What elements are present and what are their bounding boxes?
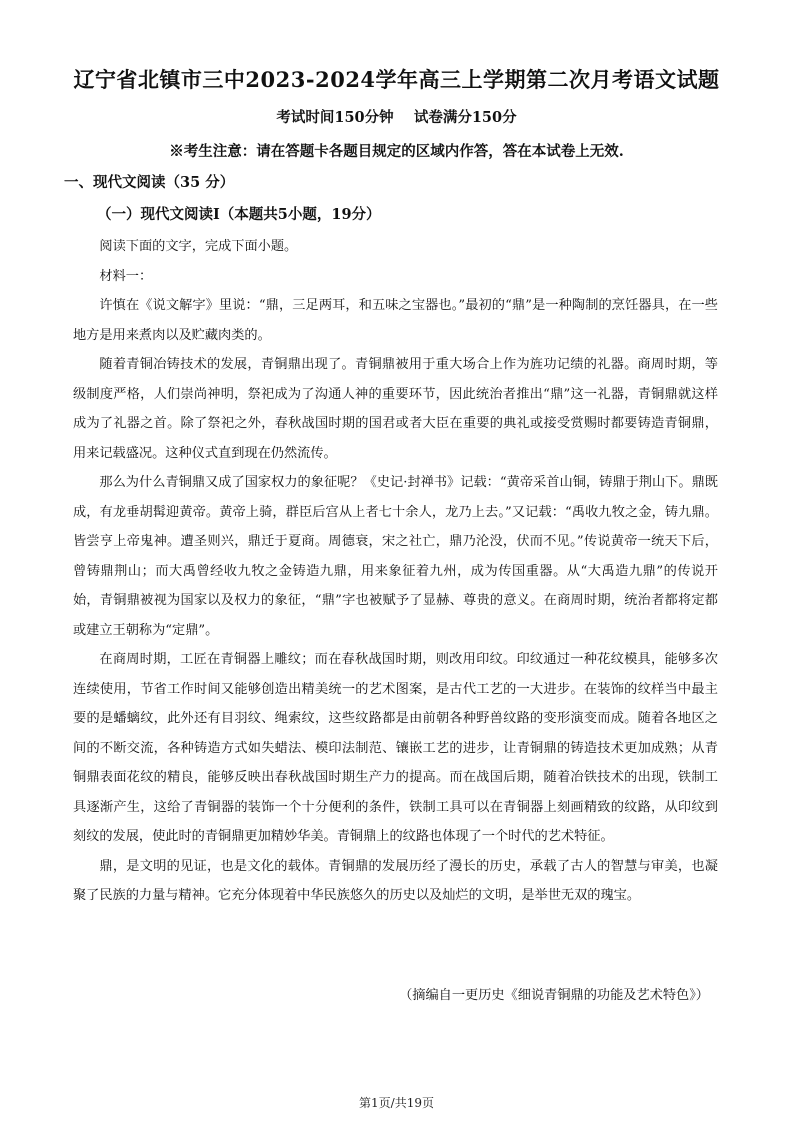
material-label: 材料一： <box>99 268 153 284</box>
paragraph: 鼎，是文明的见证，也是文化的载体。青铜鼎的发展历经了漫长的历史，承载了古人的智慧与审美，也凝聚了民族的力量与精神。它充分体现着中华民族悠久的历史以及灿烂的文明，是举世无双的瑰宝。 <box>73 858 718 903</box>
instruction: 阅读下面的文字，完成下面小题。 <box>99 239 298 254</box>
source-citation: （摘编自一更历史《细说青铜鼎的功能及艺术特色》） <box>399 988 709 1003</box>
exam-time-and-score: 考试时间150分钟 试卷满分150分 <box>276 109 517 126</box>
section-heading: 一、现代文阅读（35 分） <box>64 174 235 191</box>
paragraph: 许慎在《说文解字》里说：“鼎，三足两耳，和五味之宝器也。”最初的“鼎”是一种陶制的烹饪器具，在一些地方是用来煮肉以及贮藏肉类的。 <box>73 298 718 343</box>
exam-title: 辽宁省北镇市三中2023-2024学年高三上学期第二次月考语文试题 <box>73 67 720 92</box>
paragraph: 随着青铜冶铸技术的发展，青铜鼎出现了。青铜鼎被用于重大场合上作为旌功记绩的礼器。商周时期，等级制度严格，人们崇尚神明，祭祀成为了沟通人神的重要环节，因此统治者推出“鼎”这一礼器，青铜鼎就这样成为了礼器之首。除了祭祀之外，春秋战国时期的国君或者大臣在重要的典礼或接受赏赐时都要铸造青铜鼎，用来记载盛况。这种仪式直到现在仍然流传。 <box>73 357 718 461</box>
paragraph: 在商周时期，工匠在青铜器上雕纹；而在春秋战国时期，则改用印纹。印纹通过一种花纹模具，能够多次连续使用，节省工作时间又能够创造出精美统一的艺术图案，是古代工艺的一大进步。在装饰的纹样当中最主要的是蟠螭纹，此外还有目羽纹、绳索纹，这些纹路都是由前朝各种野兽纹路的变形演变而成。随着各地区之间的不断交流，各种铸造方式如失蜡法、模印法制范、镶嵌工艺的进步，让青铜鼎的铸造技术更加成熟；从青铜鼎表面花纹的精良，能够反映出春秋战国时期生产力的提高。而在战国后期，随着冶铁技术的出现，铁制工具逐渐产生，这给了青铜器的装饰一个十分便利的条件，铁制工具可以在青铜器上刻画精致的纹路，从印纹到刻纹的发展，使此时的青铜鼎更加精妙华美。青铜鼎上的纹路也体现了一个时代的艺术特征。 <box>73 652 718 844</box>
reading-passage <box>73 232 718 911</box>
exam-notice: ※考生注意：请在答题卡各题目规定的区域内作答，答在本试卷上无效. <box>169 143 624 160</box>
paragraph: 那么为什么青铜鼎又成了国家权力的象征呢？《史记·封禅书》记载：“黄帝采首山铜，铸鼎于荆山下。鼎既成，有龙垂胡髯迎黄帝。黄帝上骑，群臣后宫从上者七十余人，龙乃上去。”又记载：“禹收九牧之金，铸九鼎。皆尝亨上帝鬼神。遭圣则兴，鼎迁于夏商。周德衰，宋之社亡，鼎乃沦没，伏而不见。”传说黄帝一统天下后，曾铸鼎荆山；而大禹曾经收九牧之金铸造九鼎，用来象征着九州，成为传国重器。从“大禹造九鼎”的传说开始，青铜鼎被视为国家以及权力的象征，“鼎”字也被赋予了显赫、尊贵的意义。在商周时期，统治者都将定都或建立王朝称为“定鼎”。 <box>73 475 718 638</box>
page-number: 第1页/共19页 <box>359 1096 434 1110</box>
subsection-heading: （一）现代文阅读Ⅰ（本题共5小题，19分） <box>97 206 381 223</box>
